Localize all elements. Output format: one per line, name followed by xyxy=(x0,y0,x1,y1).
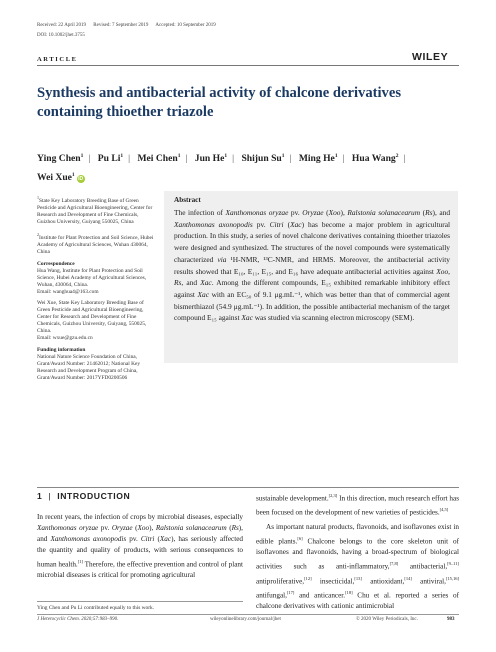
paragraph: As important natural products, flavonoids, and isoflavones exist in edible plants.[6] Chalcone belongs to the core skeleton unit of isoflavones and flavonoids, having a broad-spectrum of biological activities such as anti-inflammatory,[7,8] antibacterial,[9–11] antiproliferative,[12] insecticidal,[13] antioxidant,[14] antiviral,[15,16] antifungal,[17] and anticancer.[18] Chu et al. reported a series of chalcone derivatives with cationic antimicrobial xyxy=(256,522,460,611)
citation-link[interactable]: [12] xyxy=(304,575,312,581)
section-label: ARTICLE xyxy=(37,56,78,63)
abstract-heading: Abstract xyxy=(174,196,201,204)
author-name: Ming He xyxy=(298,153,335,164)
affiliation-1 xyxy=(37,194,157,226)
citation-link[interactable]: [2,3] xyxy=(328,493,338,498)
author[interactable] xyxy=(37,153,83,164)
body-column-left xyxy=(37,512,243,581)
correspondence-author-2: Wei Xue, State Key Laboratory Breeding Base of Green Pesticide and Agricultural Bioengineering, Center for Research and Development of Fine Chemicals, Guizhou University, Guiyang, 550025, China. xyxy=(37,299,147,334)
citation-link[interactable]: [14] xyxy=(404,575,412,581)
citation-link[interactable]: [9–11] xyxy=(447,561,459,567)
citation-link[interactable]: [4,5] xyxy=(439,507,449,513)
author-affiliation-mark: 1 xyxy=(71,172,75,178)
copyright-notice: © 2020 Wiley Periodicals, Inc. xyxy=(356,617,418,622)
author[interactable] xyxy=(137,153,180,164)
affiliation-2 xyxy=(37,231,157,256)
author-affiliation-mark: 2 xyxy=(395,153,399,159)
author-affiliation-mark: 1 xyxy=(120,153,124,159)
author-affiliation-mark: 1 xyxy=(224,153,228,159)
citation-link[interactable]: [1] xyxy=(77,559,83,564)
funding xyxy=(37,347,157,382)
author-separator: | xyxy=(185,153,188,164)
author-name: Pu Li xyxy=(97,153,121,164)
body-column-right xyxy=(256,490,459,612)
abstract-body: The infection of Xanthomonas oryzae pv. Oryzae (Xoo), Ralstonia solanacearum (Rs), and Xanthomonas axonopodis pv. Citri (Xac) has become a major problem in agricultural production. In this study, a series of novel chalcone derivatives containing thioether triazoles were designed and synthesized. The structures of the novel compounds were systematically characterized via ¹H-NMR, ¹³C-NMR, and HRMS. Moreover, the antibacterial activity results showed that E₁₀, E₁₁, E₁₅, and E₁₆ have adequate antibacterial activities against Xoo, Rs, and Xac. Among the different compounds, E₁₅ exhibited remarkable inhibitory effect against Xac with an EC₅₀ of 9.1 μg.mL⁻¹, which was better than that of commercial agent bismerthiazol (54.9 μg.mL⁻¹). In addition, the possible antibacterial mechanism of the target compound E₁₅ against Xac was studied via scanning electron microscopy (SEM). xyxy=(174,208,451,323)
section-number: 1 xyxy=(37,491,43,501)
author-separator: | xyxy=(403,153,406,164)
affiliation-text: State Key Laboratory Breeding Base of Green Pesticide and Agricultural Bioengineering, Center for Research and Development of Fine Chemicals, Guizhou University, Guiyang 550025, China xyxy=(37,197,153,225)
author-affiliation-mark: 1 xyxy=(80,153,84,159)
affiliation-mark: 1 xyxy=(37,195,39,200)
author[interactable] xyxy=(37,172,85,183)
journal-citation: J Heterocyclic Chem. 2020;57:983–990. xyxy=(37,617,119,622)
paragraph: In recent years, the infection of crops by microbial diseases, especially Xanthomonas oryzae pv. Oryzae (Xoo), Ralstonia solanacearum (Rs), and Xanthomonas axonopodis pv. Citri (Xac), has seriously affected the quantity and quality of products, with serious consequences to human health.[1] Therefore, the effective prevention and control of plant microbial diseases is critical for promoting agricultural xyxy=(37,513,244,580)
correspondence-author-1: Hua Wang, Institute for Plant Protection and Soil Science, Hubei Academy of Agricultural Sciences, Wuhan, 430064, China. xyxy=(37,267,147,288)
section-heading-separator: | xyxy=(48,491,52,501)
header-divider xyxy=(37,65,459,66)
author-affiliation-mark: 1 xyxy=(334,153,338,159)
section-title: INTRODUCTION xyxy=(57,491,131,501)
citation-link[interactable]: [18] xyxy=(345,589,353,595)
footnote-divider xyxy=(37,601,243,602)
author-name: Hua Wang xyxy=(351,153,396,164)
correspondence-email-1[interactable]: Email: wanghua4@163.com xyxy=(37,288,99,295)
affiliation-mark: 2 xyxy=(37,231,39,237)
article-dates xyxy=(37,23,222,28)
section-heading-introduction xyxy=(37,491,130,501)
citation-link[interactable]: [13] xyxy=(354,575,362,581)
journal-url-link[interactable]: wileyonlinelibrary.com/journal/jhet xyxy=(210,617,281,622)
revised-date: Revised: 7 September 2019 xyxy=(93,23,149,28)
author-name: Mei Chen xyxy=(137,153,178,164)
doi-link[interactable]: DOI: 10.1002/jhet.3755 xyxy=(37,33,85,38)
citation-link[interactable]: [17] xyxy=(286,589,295,595)
author-separator: | xyxy=(289,153,292,164)
footnote: Ying Chen and Pu Li contributed equally to this work. xyxy=(37,605,155,611)
author[interactable] xyxy=(352,153,399,164)
funding-heading: Funding information xyxy=(37,346,86,353)
author[interactable] xyxy=(195,153,227,164)
funding-text: National Nature Science Foundation of China, Grant/Award Number: 21462012; National Key Research and Development Program of China, Grant/Award Number: 2017YFD0200506 xyxy=(37,353,141,381)
author-name: Wei Xue xyxy=(37,172,72,183)
author-affiliation-mark: 1 xyxy=(281,153,285,159)
affiliation-text: Institute for Plant Protection and Soil Science, Hubei Academy of Agricultural Sciences, Wuhan 430064, China xyxy=(37,234,154,255)
author-separator: | xyxy=(232,153,235,164)
citation-link[interactable]: [7,8] xyxy=(389,561,399,567)
received-date: Received: 22 April 2019 xyxy=(37,23,87,28)
section-divider xyxy=(37,487,459,488)
author[interactable] xyxy=(241,153,284,164)
affiliation-sidebar xyxy=(37,194,157,387)
author-affiliation-mark: 1 xyxy=(177,153,181,159)
publisher-logo: WILEY xyxy=(412,51,449,63)
author[interactable] xyxy=(299,153,338,164)
correspondence-heading: Correspondence xyxy=(37,260,75,267)
author-name: Ying Chen xyxy=(37,153,81,164)
author-separator: | xyxy=(128,153,131,164)
correspondence-email-2[interactable]: Email: wxue@gzu.edu.cn xyxy=(37,334,93,341)
article-title: Synthesis and antibacterial activity of chalcone derivatives containing thioether triazole xyxy=(37,85,402,120)
orcid-icon[interactable]: iD xyxy=(78,176,84,182)
author-list xyxy=(37,148,467,186)
author-name: Jun He xyxy=(194,153,225,164)
author-separator: | xyxy=(342,153,345,164)
paragraph: sustainable development.[2,3] In this direction, much research effort has been focused on the development of new varieties of pesticides.[4,5] xyxy=(256,493,459,517)
footer-divider xyxy=(37,614,459,615)
author-separator: | xyxy=(88,153,91,164)
author[interactable] xyxy=(98,153,123,164)
citation-link[interactable]: [15,16] xyxy=(445,575,459,581)
accepted-date: Accepted: 10 September 2019 xyxy=(155,23,216,28)
author-name: Shijun Su xyxy=(241,153,282,164)
citation-link[interactable]: [6] xyxy=(297,535,303,541)
correspondence xyxy=(37,261,157,342)
page-number: 983 xyxy=(447,617,455,622)
